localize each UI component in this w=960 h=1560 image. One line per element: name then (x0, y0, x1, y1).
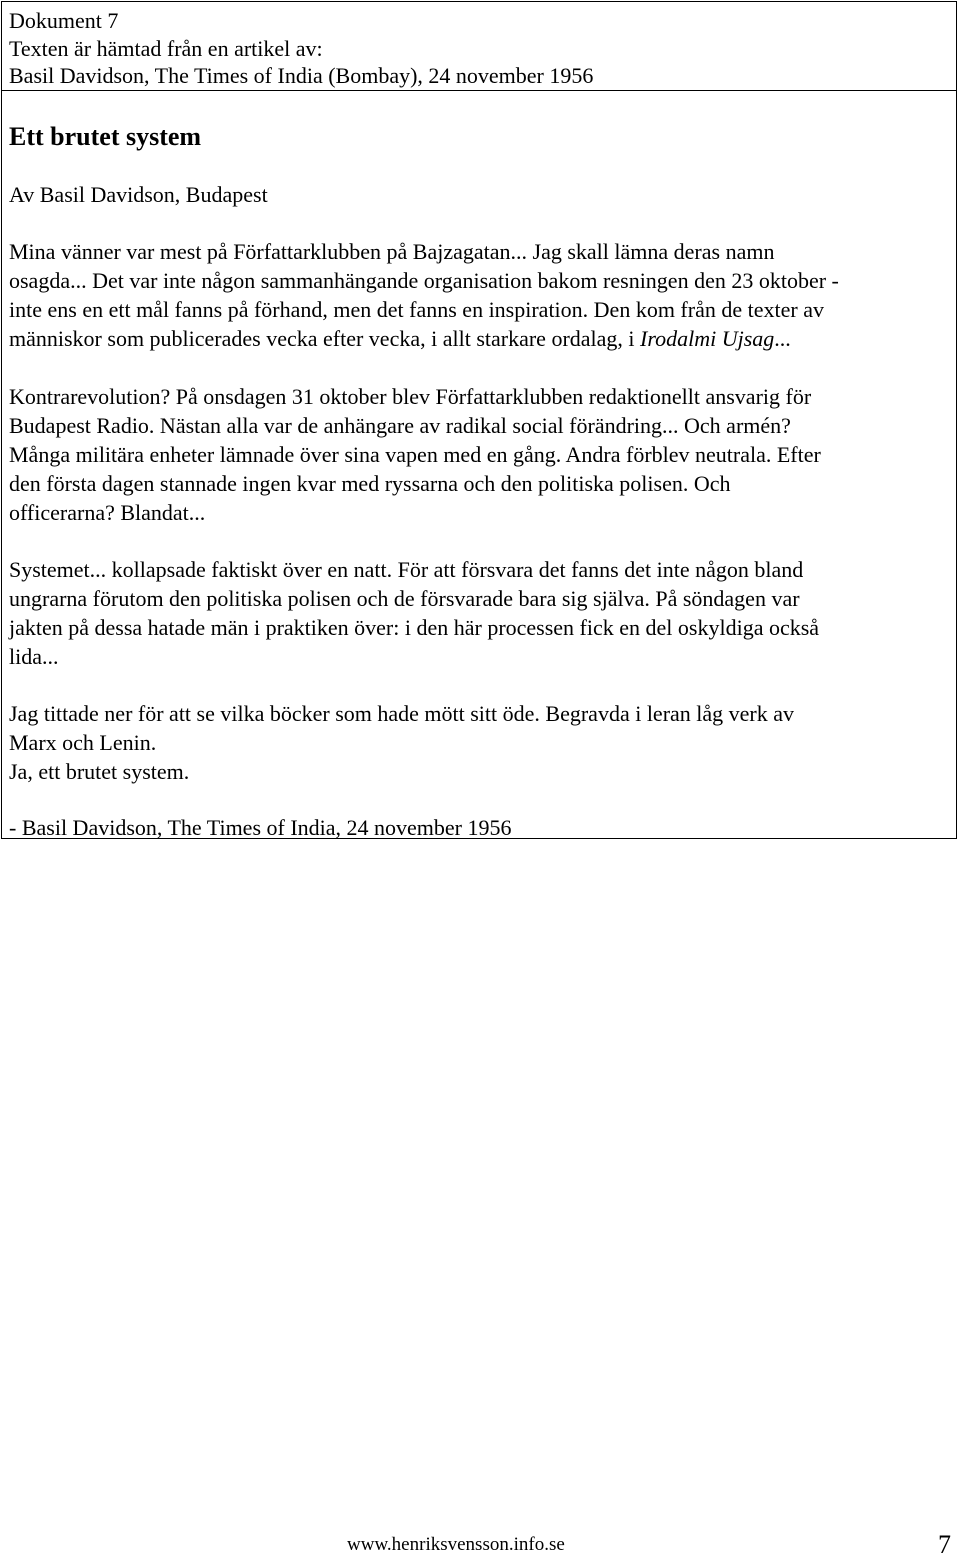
paragraph-line: jakten på dessa hatade män i praktiken över: i den här processen fick en del oskyldiga också (9, 615, 820, 640)
paragraph-line: Budapest Radio. Nästan alla var de anhängare av radikal social förändring... Och armén? (9, 413, 791, 438)
paragraph-line: Systemet... kollapsade faktiskt över en natt. För att försvara det fanns det inte någon bland (9, 557, 804, 582)
line-text: människor som publicerades vecka efter vecka, i allt starkare ordalag, i (9, 326, 641, 351)
document-header (2, 2, 956, 91)
source-intro: Texten är hämtad från en artikel av: (9, 36, 323, 61)
paragraph-line: den första dagen stannade ingen kvar med ryssarna och den politiska polisen. Och (9, 471, 731, 496)
paragraph-line: Marx och Lenin. (9, 730, 157, 755)
document-box (1, 1, 957, 839)
paragraph-line: Kontrarevolution? På onsdagen 31 oktober blev Författarklubben redaktionellt ansvarig för (9, 384, 812, 409)
paragraph-line: lida... (9, 644, 59, 669)
paragraph-line: officerarna? Blandat... (9, 500, 206, 525)
document-label: Dokument 7 (9, 8, 119, 33)
line-text: ... (774, 326, 791, 351)
page-number: 7 (938, 1530, 951, 1559)
paragraph-line: Många militära enheter lämnade över sina vapen med en gång. Andra förblev neutrala. Efter (9, 442, 821, 467)
article-signature: - Basil Davidson, The Times of India, 24 november 1956 (9, 815, 512, 840)
paragraph-line: osagda... Det var inte någon sammanhängande organisation bakom resningen den 23 oktober - (9, 268, 839, 293)
paragraph-line (9, 324, 791, 353)
article-title: Ett brutet system (9, 122, 202, 151)
paragraph-line: Ja, ett brutet system. (9, 759, 190, 784)
footer-url: www.henriksvensson.info.se (347, 1534, 565, 1555)
paragraph-line: ungrarna förutom den politiska polisen och de försvarade bara sig själva. På söndagen var (9, 586, 800, 611)
paragraph-line: inte ens en ett mål fanns på förhand, men det fanns en inspiration. Den kom från de texter av (9, 297, 824, 322)
publication-name: Irodalmi Ujsag (640, 326, 775, 351)
paragraph-line: Mina vänner var mest på Författarklubben på Bajzagatan... Jag skall lämna deras namn (9, 239, 775, 264)
article-byline: Av Basil Davidson, Budapest (9, 182, 268, 207)
paragraph-line: Jag tittade ner för att se vilka böcker som hade mött sitt öde. Begravda i leran låg verk av (9, 701, 795, 726)
source-citation: Basil Davidson, The Times of India (Bombay), 24 november 1956 (9, 63, 594, 88)
